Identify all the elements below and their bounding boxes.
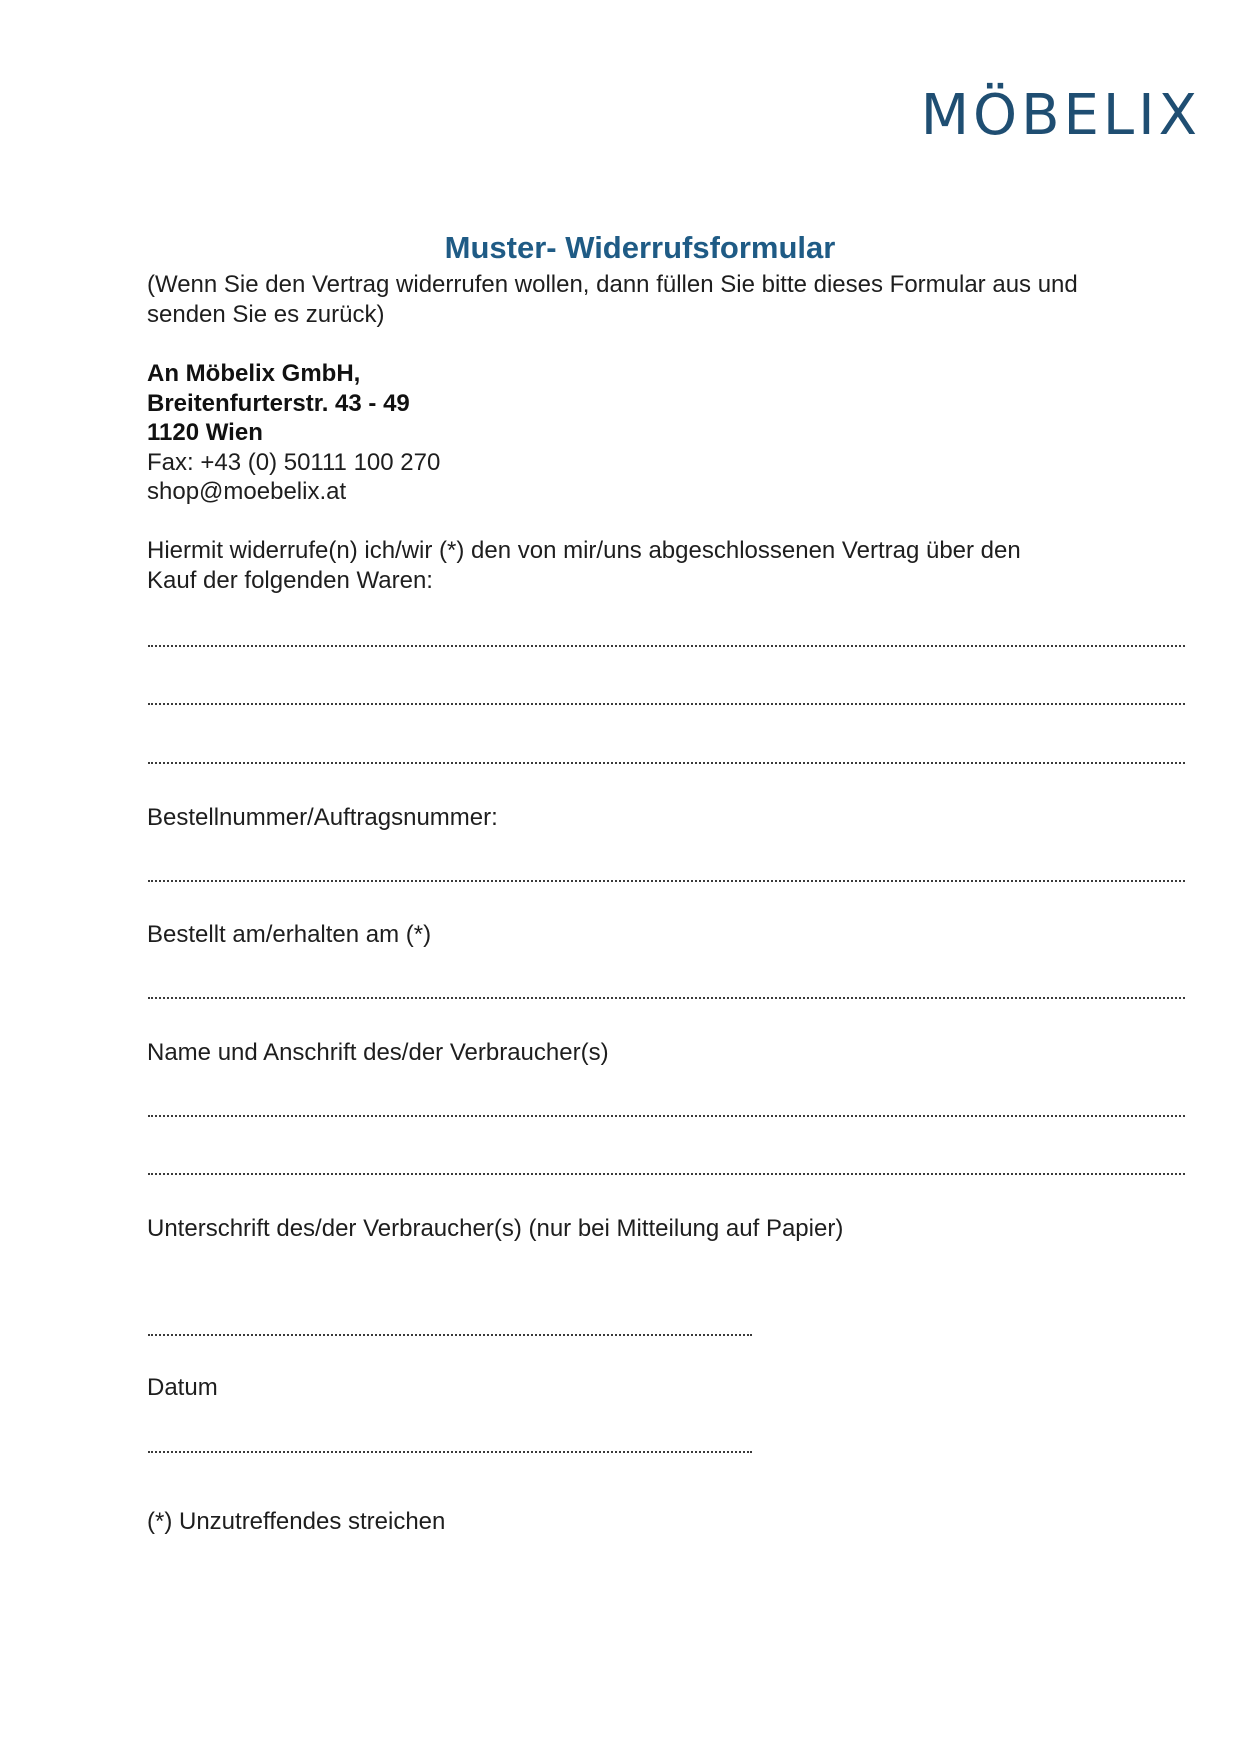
intro-line-1: (Wenn Sie den Vertrag widerrufen wollen, dann füllen Sie bitte dieses Formular aus und xyxy=(147,271,1078,298)
order-number-entry-line[interactable] xyxy=(148,880,1185,882)
form-title: Muster- Widerrufsformular xyxy=(444,230,836,265)
ordered-received-entry-line[interactable] xyxy=(148,997,1185,999)
signature-entry-line[interactable] xyxy=(148,1334,752,1336)
order-number-label: Bestellnummer/Auftragsnummer: xyxy=(147,804,498,831)
goods-entry-line-2[interactable] xyxy=(148,703,1185,705)
signature-label: Unterschrift des/der Verbraucher(s) (nur bei Mitteilung auf Papier) xyxy=(147,1215,844,1242)
intro-line-2: senden Sie es zurück) xyxy=(147,301,385,328)
statement-line-2: Kauf der folgenden Waren: xyxy=(147,567,433,594)
consumer-name-entry-line-1[interactable] xyxy=(148,1115,1185,1117)
goods-entry-line-3[interactable] xyxy=(148,762,1185,764)
address-fax: Fax: +43 (0) 50111 100 270 xyxy=(147,449,441,476)
date-entry-line[interactable] xyxy=(148,1451,752,1453)
address-email: shop@moebelix.at xyxy=(147,478,347,505)
consumer-name-label: Name und Anschrift des/der Verbraucher(s) xyxy=(147,1039,609,1066)
consumer-name-entry-line-2[interactable] xyxy=(148,1173,1185,1175)
moebelix-logo: MÖBELIX xyxy=(920,83,1201,148)
goods-entry-line-1[interactable] xyxy=(148,645,1185,647)
address-street: Breitenfurterstr. 43 - 49 xyxy=(147,390,410,417)
date-label: Datum xyxy=(147,1374,218,1401)
address-recipient: An Möbelix GmbH, xyxy=(147,360,361,387)
address-city: 1120 Wien xyxy=(147,419,263,446)
statement-line-1: Hiermit widerrufe(n) ich/wir (*) den von mir/uns abgeschlossenen Vertrag über den xyxy=(147,537,1021,564)
ordered-received-label: Bestellt am/erhalten am (*) xyxy=(147,921,432,948)
footnote: (*) Unzutreffendes streichen xyxy=(147,1508,446,1535)
